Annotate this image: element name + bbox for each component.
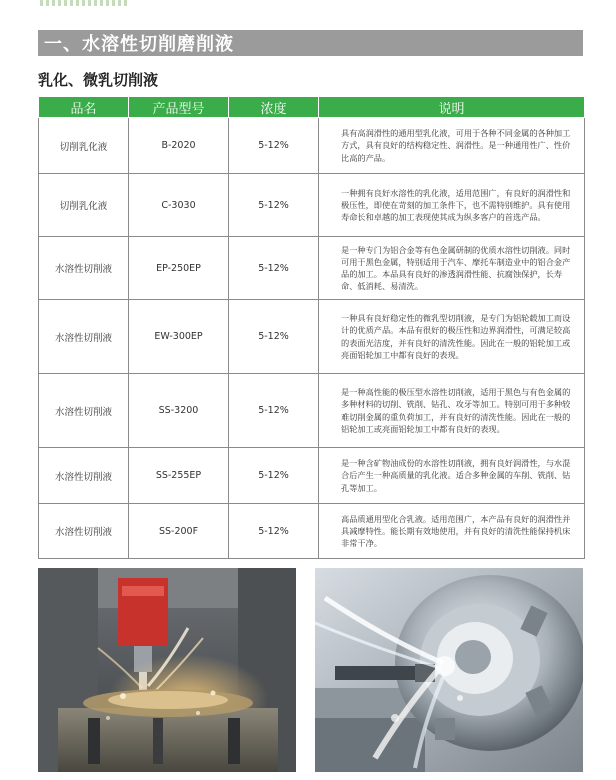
product-concentration: 5-12% <box>229 118 319 174</box>
table-row <box>39 118 585 174</box>
product-name: 水溶性切削液 <box>39 374 129 448</box>
products-table <box>38 96 585 559</box>
product-description: 高品质通用型化合乳液。适用范围广，本产品有良好的润滑性并具减摩特性。能长期有效地使用，并有良好的清洗性能保持机床非常干净。 <box>319 504 585 559</box>
product-description: 是一种含矿物油成份的水溶性切削液，拥有良好润滑性，与水混合后产生一种高质量的乳化液。适合多种金属的车削、铣削、钻孔等加工。 <box>319 448 585 504</box>
product-name: 水溶性切削液 <box>39 448 129 504</box>
product-model: B-2020 <box>129 118 229 174</box>
lathe-chuck-photo <box>315 568 583 772</box>
product-model: SS-255EP <box>129 448 229 504</box>
table-row <box>39 448 585 504</box>
header-model: 产品型号 <box>129 97 229 118</box>
header-description: 说明 <box>319 97 585 118</box>
top-cut-edge <box>40 0 130 6</box>
product-description: 是一种专门为铝合金等有色金属研制的优质水溶性切削液。同时可用于黑色金属，特别适用于汽车、摩托车制造业中的铝合金产品的加工。本品具有良好的渗透润滑性能、抗腐蚀保护，长寿命、低消耗、易清洗。 <box>319 237 585 300</box>
product-model: EW-300EP <box>129 300 229 374</box>
product-description: 具有高润滑性的通用型乳化液，可用于各种不同金属的各种加工方式，具有良好的结构稳定性、润滑性。是一种通用性广、性价比高的产品。 <box>319 118 585 174</box>
product-concentration: 5-12% <box>229 504 319 559</box>
header-name: 品名 <box>39 97 129 118</box>
product-concentration: 5-12% <box>229 374 319 448</box>
product-name: 切削乳化液 <box>39 118 129 174</box>
table-header-row <box>39 97 585 118</box>
table-row <box>39 504 585 559</box>
product-concentration: 5-12% <box>229 237 319 300</box>
table-row <box>39 374 585 448</box>
subtitle: 乳化、微乳切削液 <box>38 71 159 89</box>
product-name: 切削乳化液 <box>39 174 129 237</box>
table-row <box>39 174 585 237</box>
section-banner <box>38 30 583 56</box>
product-description: 一种拥有良好水溶性的乳化液，适用范围广，有良好的润滑性和极压性，即使在苛刻的加工条件下，也不需特别维护。具有使用寿命长和卓越的加工表现使其成为纵多客户的首选产品。 <box>319 174 585 237</box>
product-concentration: 5-12% <box>229 174 319 237</box>
product-model: SS-200F <box>129 504 229 559</box>
section-title: 一、水溶性切削磨削液 <box>44 34 234 55</box>
product-description: 一种具有良好稳定性的微乳型切削液，是专门为铝轮毂加工而设计的优质产品。本品有很好的极压性和边界润滑性，可满足较高的表面光洁度，并有良好的清洗性能。因此在一般的铝轮加工或亮面铝轮加工中都有良好的表现。 <box>319 300 585 374</box>
table-row <box>39 300 585 374</box>
product-model: C-3030 <box>129 174 229 237</box>
table-row <box>39 237 585 300</box>
product-model: EP-250EP <box>129 237 229 300</box>
product-model: SS-3200 <box>129 374 229 448</box>
product-concentration: 5-12% <box>229 448 319 504</box>
product-name: 水溶性切削液 <box>39 300 129 374</box>
header-concentration: 浓度 <box>229 97 319 118</box>
product-description: 是一种高性能的极压型水溶性切削液，适用于黑色与有色金属的多种材料的切削、铣削、钻孔、攻牙等加工。特别可用于多种较难切削金属的重负荷加工，并有良好的清洗性能。因此在一般的铝轮加工或亮面铝轮加工中都有良好的表现。 <box>319 374 585 448</box>
product-name: 水溶性切削液 <box>39 504 129 559</box>
product-concentration: 5-12% <box>229 300 319 374</box>
cnc-milling-photo <box>38 568 296 772</box>
product-name: 水溶性切削液 <box>39 237 129 300</box>
